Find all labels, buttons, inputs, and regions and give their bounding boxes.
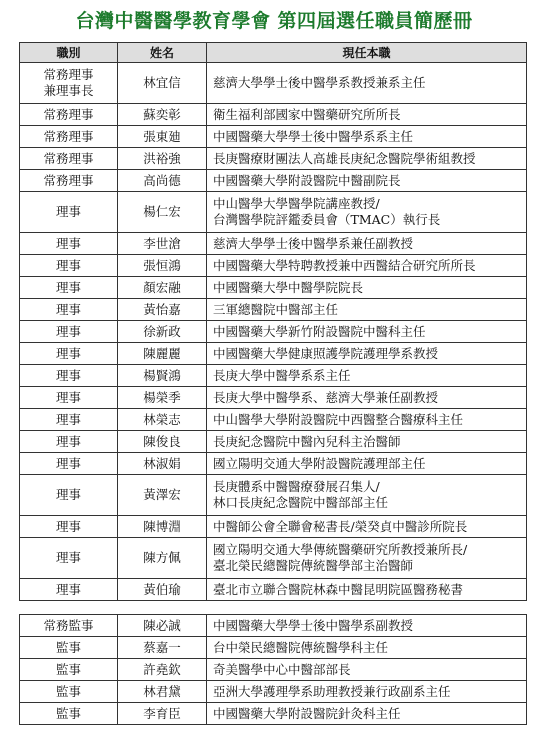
role-cell (20, 148, 118, 170)
name-cell: 陳麗麗 (118, 343, 207, 365)
table-row (20, 703, 527, 725)
position-cell (207, 365, 527, 387)
position-line: 中山醫學大學醫學院講座教授/ (213, 196, 380, 211)
position-line: 台灣醫學院評鑑委員會（TMAC）執行長 (213, 212, 441, 227)
position-cell (207, 321, 527, 343)
position-line: 長庚醫療財團法人高雄長庚紀念醫院學術組教授 (213, 150, 476, 166)
role-line: 理事 (55, 367, 81, 383)
role-line: 理事 (55, 518, 81, 534)
table-row (20, 387, 527, 409)
position-cell (207, 637, 527, 659)
position-cell (207, 681, 527, 703)
role-cell (20, 681, 118, 703)
supervisors-table (19, 614, 527, 725)
table-row (20, 516, 527, 538)
position-line: 中國醫藥大學中醫學院院長 (213, 279, 364, 295)
role-cell (20, 409, 118, 431)
position-line: 中國醫藥大學附設醫院針灸科主任 (213, 705, 401, 721)
role-cell (20, 475, 118, 516)
position-line: 台中榮民總醫院傳統醫學科主任 (213, 639, 389, 655)
position-line: 中國醫藥大學健康照護學院護理學系教授 (213, 345, 439, 361)
name-cell: 李世滄 (118, 233, 207, 255)
name-cell: 林榮志 (118, 409, 207, 431)
table-row (20, 453, 527, 475)
role-line: 監事 (55, 683, 81, 699)
name-cell: 蘇奕彰 (118, 104, 207, 126)
role-cell (20, 453, 118, 475)
role-line: 理事 (55, 235, 81, 251)
position-cell (207, 659, 527, 681)
role-cell (20, 233, 118, 255)
name-cell: 張東廸 (118, 126, 207, 148)
position-cell (207, 192, 527, 233)
role-cell (20, 170, 118, 192)
role-line: 理事 (55, 279, 81, 295)
position-line: 中國醫藥大學新竹附設醫院中醫科主任 (213, 323, 426, 339)
position-line: 中醫師公會全聯會秘書長/榮癸貞中醫診所院長 (213, 518, 468, 534)
position-line: 慈濟大學學士後中醫學系教授兼系主任 (213, 75, 426, 90)
position-cell (207, 277, 527, 299)
role-line: 理事 (55, 345, 81, 361)
header-role: 職別 (20, 43, 118, 63)
role-cell (20, 255, 118, 277)
name-cell: 蔡嘉一 (118, 637, 207, 659)
position-cell (207, 538, 527, 579)
role-line: 理事 (55, 257, 81, 273)
position-line: 林口長庚紀念醫院中醫部部主任 (213, 495, 389, 510)
role-cell (20, 387, 118, 409)
role-line: 常務理事 (43, 106, 94, 122)
role-cell (20, 431, 118, 453)
position-cell (207, 170, 527, 192)
role-line: 監事 (55, 661, 81, 677)
role-line: 理事 (55, 487, 81, 502)
name-cell: 林淑娟 (118, 453, 207, 475)
table-row (20, 475, 527, 516)
position-line: 長庚大學中醫學系、慈濟大學兼任副教授 (213, 389, 439, 405)
table-row (20, 192, 527, 233)
role-line: 兼理事長 (43, 83, 94, 98)
position-line: 奇美醫學中心中醫部部長 (213, 661, 351, 677)
name-cell: 楊榮季 (118, 387, 207, 409)
table-row (20, 615, 527, 637)
role-cell (20, 637, 118, 659)
role-line: 理事 (55, 301, 81, 317)
role-line: 理事 (55, 411, 81, 427)
position-cell (207, 343, 527, 365)
role-cell (20, 538, 118, 579)
role-line: 常務理事 (43, 67, 94, 82)
role-cell (20, 703, 118, 725)
header-position: 現任本職 (207, 43, 527, 63)
table-row (20, 659, 527, 681)
table-row (20, 104, 527, 126)
table-row (20, 126, 527, 148)
header-name: 姓名 (118, 43, 207, 63)
role-line: 理事 (55, 581, 81, 597)
table-row (20, 431, 527, 453)
role-line: 理事 (55, 204, 81, 219)
position-cell (207, 615, 527, 637)
role-line: 理事 (55, 323, 81, 339)
name-cell: 高尚德 (118, 170, 207, 192)
role-line: 常務理事 (43, 128, 94, 144)
role-line: 監事 (55, 639, 81, 655)
name-cell: 林宜信 (118, 63, 207, 104)
position-cell (207, 255, 527, 277)
position-cell (207, 104, 527, 126)
table-row (20, 343, 527, 365)
position-line: 中國醫藥大學特聘教授兼中西醫結合研究所所長 (213, 257, 476, 273)
role-cell (20, 579, 118, 601)
role-line: 常務理事 (43, 172, 94, 188)
position-cell (207, 475, 527, 516)
position-cell (207, 453, 527, 475)
table-row (20, 637, 527, 659)
position-cell (207, 409, 527, 431)
name-cell: 楊賢鴻 (118, 365, 207, 387)
name-cell: 徐新政 (118, 321, 207, 343)
position-cell (207, 579, 527, 601)
position-line: 國立陽明交通大學附設醫院護理部主任 (213, 455, 426, 471)
table-row (20, 321, 527, 343)
role-cell (20, 126, 118, 148)
role-cell (20, 365, 118, 387)
position-cell (207, 148, 527, 170)
role-cell (20, 63, 118, 104)
table-row (20, 681, 527, 703)
table-row (20, 365, 527, 387)
name-cell: 顏宏融 (118, 277, 207, 299)
table-row (20, 277, 527, 299)
position-cell (207, 516, 527, 538)
position-line: 衛生福利部國家中醫藥研究所所長 (213, 106, 401, 122)
role-line: 常務監事 (43, 617, 94, 633)
table-row (20, 233, 527, 255)
position-line: 中國醫藥大學學士後中醫學系系主任 (213, 128, 414, 144)
table-row (20, 409, 527, 431)
position-cell (207, 387, 527, 409)
position-line: 國立陽明交通大學傳統醫藥研究所教授兼所長/ (213, 542, 468, 557)
table-row (20, 63, 527, 104)
name-cell: 陳方佩 (118, 538, 207, 579)
name-cell: 黃澤宏 (118, 475, 207, 516)
document-title: 台灣中醫醫學教育學會 第四屆選任職員簡歷冊 (75, 10, 473, 32)
role-line: 常務理事 (43, 150, 94, 166)
position-cell (207, 63, 527, 104)
table-row (20, 538, 527, 579)
position-line: 長庚體系中醫醫療發展召集人/ (213, 479, 380, 494)
position-line: 三軍總醫院中醫部主任 (213, 301, 339, 317)
position-line: 慈濟大學學士後中醫學系兼任副教授 (213, 235, 414, 251)
table-row (20, 148, 527, 170)
position-line: 亞洲大學護理學系助理教授兼行政副系主任 (213, 683, 451, 699)
role-cell (20, 277, 118, 299)
name-cell: 李育臣 (118, 703, 207, 725)
name-cell: 黃伯瑜 (118, 579, 207, 601)
table-row (20, 579, 527, 601)
position-cell (207, 126, 527, 148)
role-cell (20, 659, 118, 681)
name-cell: 洪裕強 (118, 148, 207, 170)
role-cell (20, 615, 118, 637)
position-line: 臺北榮民總醫院傳統醫學部主治醫師 (213, 558, 414, 573)
table-header-row (20, 43, 527, 63)
position-cell (207, 431, 527, 453)
position-cell (207, 299, 527, 321)
position-line: 長庚大學中醫學系系主任 (213, 367, 351, 383)
name-cell: 陳必誠 (118, 615, 207, 637)
role-line: 理事 (55, 389, 81, 405)
position-line: 中國醫藥大學學士後中醫學系副教授 (213, 617, 414, 633)
role-line: 理事 (55, 433, 81, 449)
role-cell (20, 343, 118, 365)
role-cell (20, 516, 118, 538)
role-line: 理事 (55, 550, 81, 565)
role-line: 理事 (55, 455, 81, 471)
position-cell (207, 233, 527, 255)
table-row (20, 170, 527, 192)
name-cell: 林君黛 (118, 681, 207, 703)
role-cell (20, 299, 118, 321)
table-row (20, 299, 527, 321)
position-line: 長庚紀念醫院中醫內兒科主治醫師 (213, 433, 401, 449)
role-cell (20, 321, 118, 343)
position-cell (207, 703, 527, 725)
name-cell: 陳博淵 (118, 516, 207, 538)
directors-table (19, 42, 527, 601)
name-cell: 黃怡嘉 (118, 299, 207, 321)
role-cell (20, 192, 118, 233)
table-row (20, 255, 527, 277)
name-cell: 楊仁宏 (118, 192, 207, 233)
name-cell: 張恒鴻 (118, 255, 207, 277)
name-cell: 陳俊良 (118, 431, 207, 453)
role-line: 監事 (55, 705, 81, 721)
position-line: 中山醫學大學附設醫院中西醫整合醫療科主任 (213, 411, 464, 427)
position-line: 臺北市立聯合醫院林森中醫昆明院區醫務秘書 (213, 581, 464, 597)
name-cell: 許堯欽 (118, 659, 207, 681)
position-line: 中國醫藥大學附設醫院中醫副院長 (213, 172, 401, 188)
role-cell (20, 104, 118, 126)
